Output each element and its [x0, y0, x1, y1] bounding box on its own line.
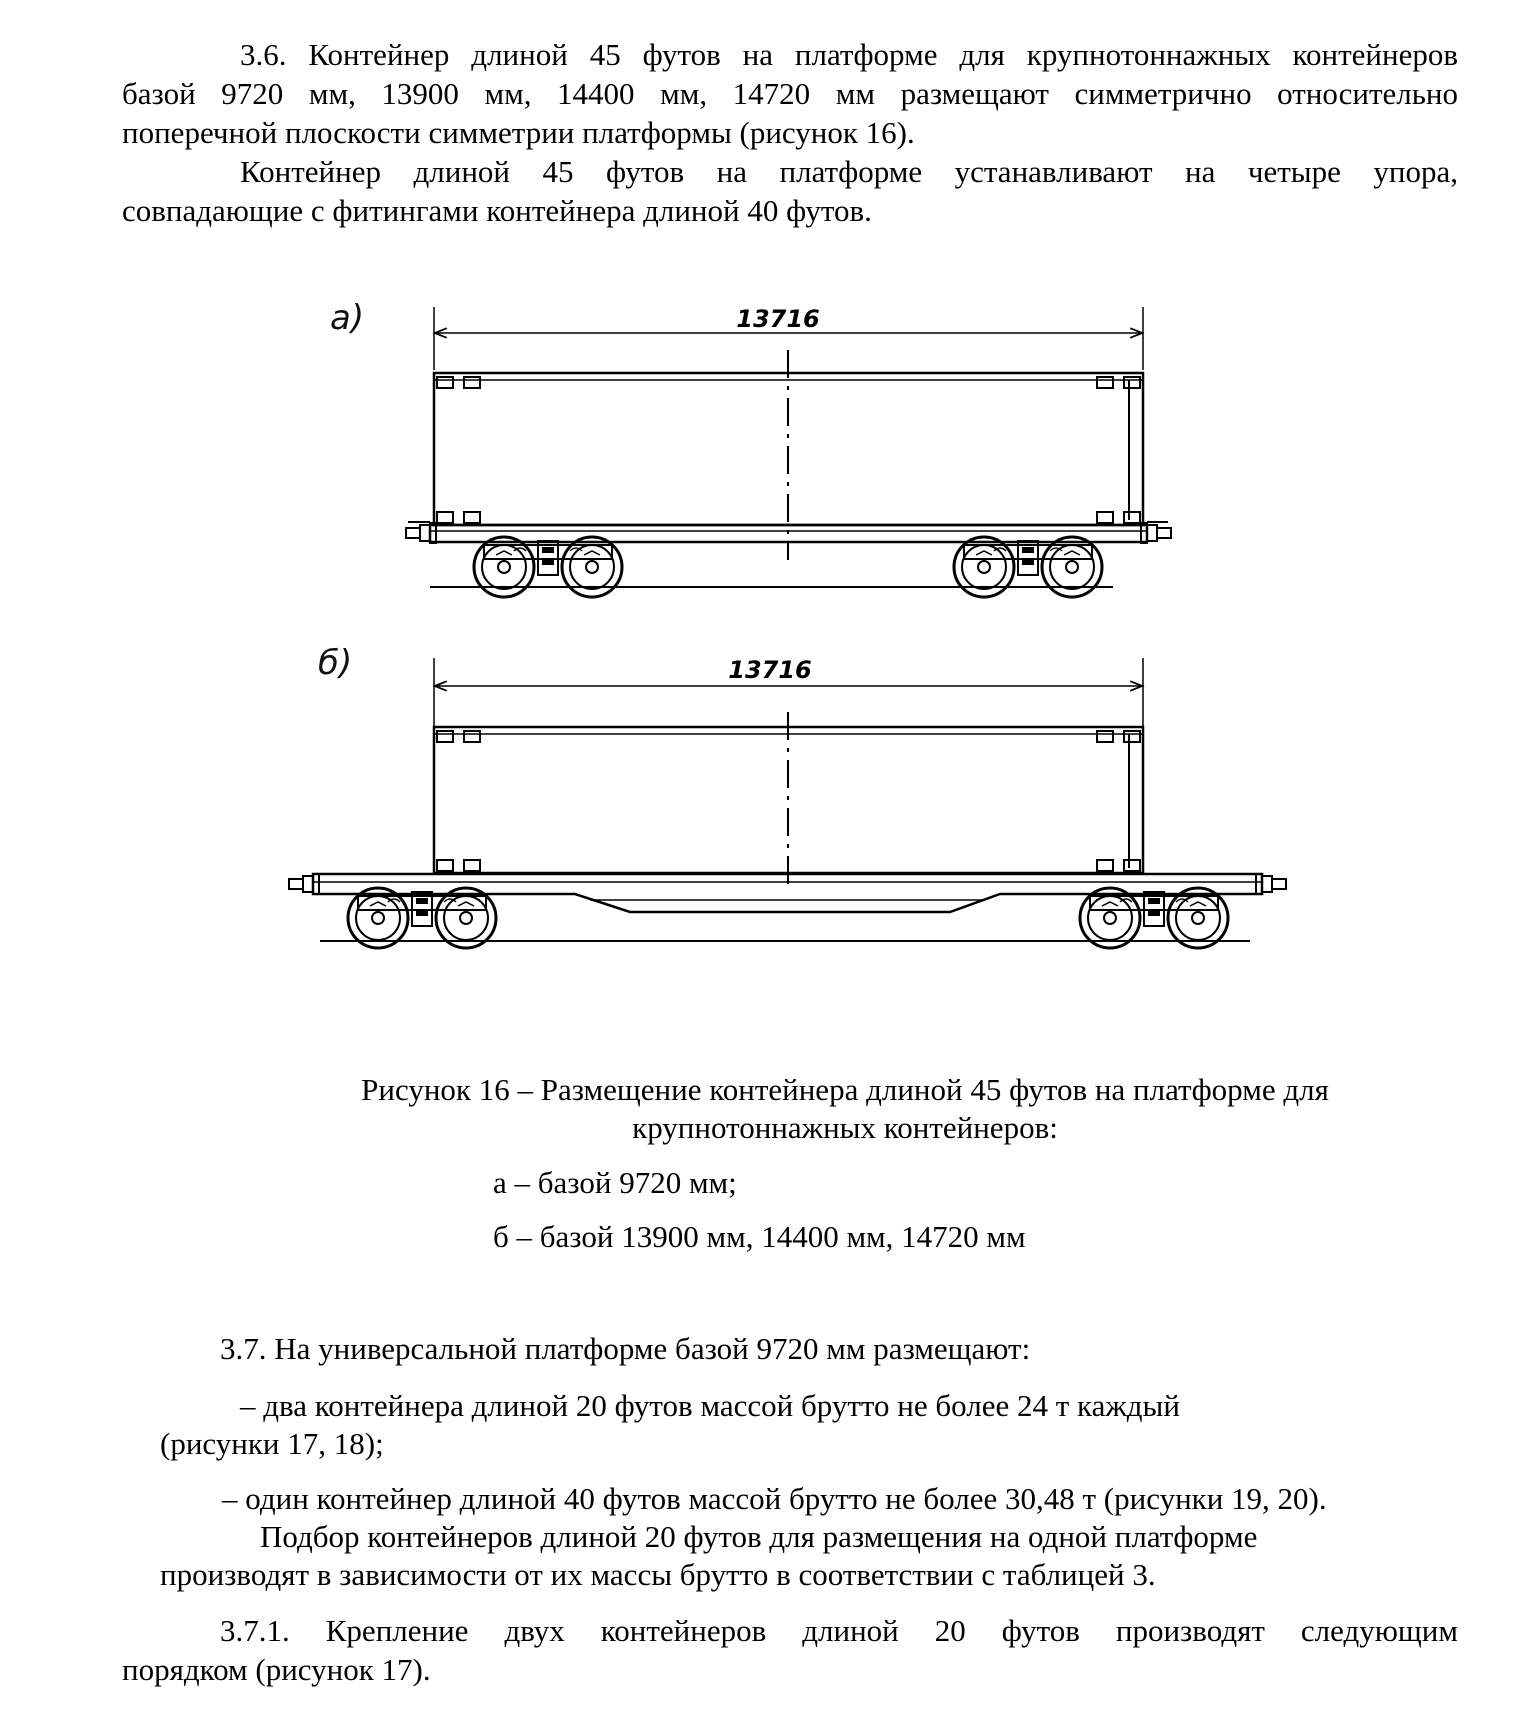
para-3-6-line3: поперечной плоскости симметрии платформы (рисунок 16). — [122, 115, 915, 150]
figure-label-a: а) — [330, 298, 365, 338]
bullet-1-line2: (рисунки 17, 18); — [160, 1426, 384, 1461]
bullet-1-line1: – два контейнера длиной 20 футов массой брутто не более 24 т каждый — [240, 1388, 1180, 1423]
para-3-7-line1: Подбор контейнеров длиной 20 футов для размещения на одной платформе — [260, 1519, 1258, 1554]
para-3-7-intro: 3.7. На универсальной платформе базой 9720 мм размещают: — [220, 1331, 1031, 1366]
bullet-2: – один контейнер длиной 40 футов массой брутто не более 30,48 т (рисунки 19, 20). — [222, 1481, 1327, 1516]
para-3-6-line1: 3.6. Контейнер длиной 45 футов на платформе для крупнотоннажных контейнеров — [240, 37, 1458, 72]
para-3-6b-line1: Контейнер длиной 45 футов на платформе устанавливают на четыре упора, — [240, 154, 1458, 189]
figure-caption-line1: Рисунок 16 – Размещение контейнера длиной 45 футов на платформе для — [361, 1072, 1329, 1107]
para-3-7-1-line1: 3.7.1. Крепление двух контейнеров длиной 20 футов производят следующим — [220, 1613, 1458, 1648]
para-3-6b-line2: совпадающие с фитингами контейнера длиной 40 футов. — [122, 193, 872, 228]
figure-item-a: а – базой 9720 мм; — [493, 1165, 737, 1200]
figure-label-b: б) — [318, 643, 353, 683]
para-3-6-line2: базой 9720 мм, 13900 мм, 14400 мм, 14720 мм размещают симметрично относительно — [122, 76, 1458, 111]
dimension-label-a: 13716 — [736, 305, 820, 333]
figure-item-b: б – базой 13900 мм, 14400 мм, 14720 мм — [493, 1219, 1026, 1254]
para-3-7-line2: производят в зависимости от их массы брутто в соответствии с таблицей 3. — [160, 1557, 1156, 1592]
para-3-7-1-line2: порядком (рисунок 17). — [122, 1652, 431, 1687]
dimension-label-b: 13716 — [728, 656, 812, 684]
figure-caption-line2: крупнотоннажных контейнеров: — [632, 1110, 1058, 1145]
